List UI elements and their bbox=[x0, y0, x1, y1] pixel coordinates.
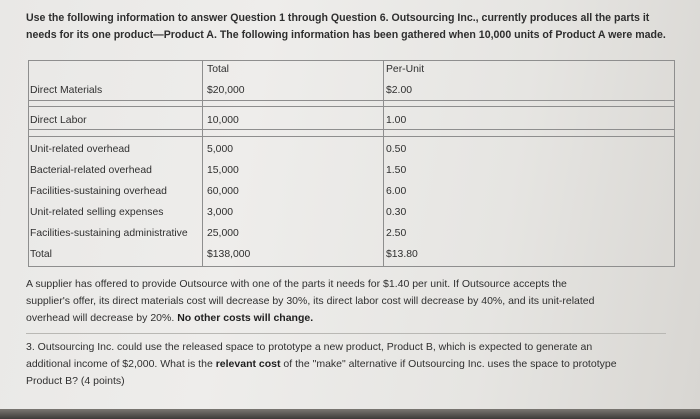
section-divider bbox=[26, 333, 666, 334]
cost-table bbox=[28, 60, 675, 266]
row-total-bacterial-overhead: 15,000 bbox=[207, 165, 239, 176]
question-line-1: 3. Outsourcing Inc. could use the released space to prototype a new product, Product B, which is expected to generate an bbox=[26, 341, 593, 353]
row-per-unit-direct-materials: $2.00 bbox=[386, 85, 413, 96]
row-per-unit-facilities-overhead: 6.00 bbox=[386, 186, 407, 197]
relevant-cost-emphasis: relevant cost bbox=[215, 358, 281, 370]
intro-line-2: needs for its one product—Product A. The following information has been gathered when 10,000 units of Product A were made. bbox=[26, 29, 666, 41]
row-label-direct-materials: Direct Materials bbox=[30, 85, 103, 96]
supplier-emphasis: No other costs will change. bbox=[177, 312, 314, 324]
row-total-selling-expenses: 3,000 bbox=[207, 207, 234, 218]
row-total-unit-overhead: 5,000 bbox=[207, 144, 234, 155]
row-per-unit-selling-expenses: 0.30 bbox=[386, 207, 407, 218]
intro-line-1: Use the following information to answer Question 1 through Question 6. Outsourcing Inc., currently produces all the parts it bbox=[26, 12, 650, 24]
row-label-facilities-overhead: Facilities-sustaining overhead bbox=[30, 186, 167, 197]
supplier-offer-paragraph bbox=[26, 276, 676, 327]
row-per-unit-unit-overhead: 0.50 bbox=[386, 144, 407, 155]
col-header-per-unit: Per-Unit bbox=[386, 64, 425, 75]
col-header-total: Total bbox=[207, 64, 229, 75]
row-total-total: $138,000 bbox=[207, 249, 251, 260]
row-total-direct-labor: 10,000 bbox=[207, 115, 239, 126]
row-per-unit-bacterial-overhead: 1.50 bbox=[386, 165, 407, 176]
row-label-direct-labor: Direct Labor bbox=[30, 115, 87, 126]
row-per-unit-direct-labor: 1.00 bbox=[386, 115, 407, 126]
supplier-line-3: overhead will decrease by 20%. bbox=[26, 312, 175, 324]
row-per-unit-total: $13.80 bbox=[386, 249, 418, 260]
photo-edge-shadow bbox=[0, 409, 700, 419]
row-label-selling-expenses: Unit-related selling expenses bbox=[30, 207, 164, 218]
supplier-line-1: A supplier has offered to provide Outsource with one of the parts it needs for $1.40 per unit. If Outsource accepts the bbox=[26, 278, 567, 290]
question-3-paragraph bbox=[26, 339, 676, 390]
row-label-unit-overhead: Unit-related overhead bbox=[30, 144, 130, 155]
question-line-2: additional income of $2,000. What is the relevant cost of the "make" alternative if Outsourcing Inc. uses the space to prototype bbox=[26, 358, 617, 370]
row-total-facilities-overhead: 60,000 bbox=[207, 186, 239, 197]
row-per-unit-facilities-admin: 2.50 bbox=[386, 228, 407, 239]
row-label-total: Total bbox=[30, 249, 52, 260]
row-total-facilities-admin: 25,000 bbox=[207, 228, 239, 239]
row-total-direct-materials: $20,000 bbox=[207, 85, 245, 96]
question-line-3: Product B? (4 points) bbox=[26, 375, 125, 387]
intro-paragraph bbox=[26, 10, 691, 44]
row-label-facilities-admin: Facilities-sustaining administrative bbox=[30, 228, 188, 239]
supplier-line-2: supplier's offer, its direct materials cost will decrease by 30%, its direct labor cost will decrease by 40%, and its unit-related bbox=[26, 295, 595, 307]
row-label-bacterial-overhead: Bacterial-related overhead bbox=[30, 165, 152, 176]
